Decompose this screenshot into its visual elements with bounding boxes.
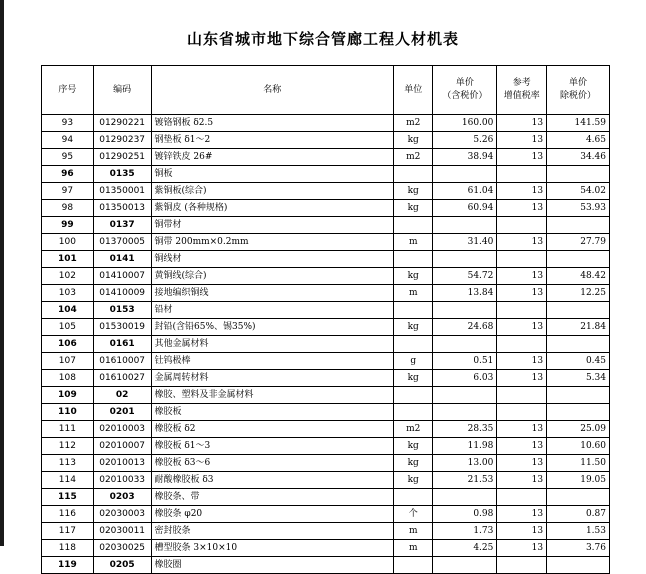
cell-vat: 13	[497, 438, 547, 455]
cell-seq: 102	[42, 268, 94, 285]
cell-price-incl: 6.03	[433, 370, 497, 387]
cell-price-incl	[433, 387, 497, 404]
cell-unit: kg	[393, 319, 433, 336]
cell-unit: kg	[393, 370, 433, 387]
table-row	[42, 370, 610, 387]
cell-price-excl: 0.45	[547, 353, 610, 370]
cell-seq: 94	[42, 132, 94, 149]
cell-vat: 13	[497, 115, 547, 132]
cell-seq: 113	[42, 455, 94, 472]
cell-unit	[393, 302, 433, 319]
cell-seq: 118	[42, 540, 94, 557]
table-header-row	[42, 66, 610, 115]
cell-price-incl	[433, 404, 497, 421]
table-group-row	[42, 302, 610, 319]
cell-code: 0137	[93, 217, 151, 234]
cell-name: 其他金属材料	[151, 336, 393, 353]
table-group-row	[42, 557, 610, 574]
cell-code: 0201	[93, 404, 151, 421]
table-row	[42, 115, 610, 132]
cell-vat: 13	[497, 132, 547, 149]
cell-unit	[393, 217, 433, 234]
cell-code: 01610027	[93, 370, 151, 387]
cell-name: 铜带材	[151, 217, 393, 234]
header-name: 名称	[151, 66, 393, 115]
page-edge	[0, 0, 4, 546]
cell-code: 0203	[93, 489, 151, 506]
cell-code: 02030003	[93, 506, 151, 523]
cell-name: 铜板	[151, 166, 393, 183]
cell-seq: 105	[42, 319, 94, 336]
cell-price-excl	[547, 217, 610, 234]
cell-vat	[497, 302, 547, 319]
cell-price-incl: 13.00	[433, 455, 497, 472]
table-group-row	[42, 489, 610, 506]
cell-vat: 13	[497, 506, 547, 523]
cell-vat: 13	[497, 472, 547, 489]
cell-seq: 110	[42, 404, 94, 421]
cell-price-incl	[433, 251, 497, 268]
cell-price-incl: 54.72	[433, 268, 497, 285]
cell-unit: m2	[393, 149, 433, 166]
table-row	[42, 132, 610, 149]
cell-code: 02010013	[93, 455, 151, 472]
cell-seq: 115	[42, 489, 94, 506]
table-group-row	[42, 404, 610, 421]
cell-price-excl: 10.60	[547, 438, 610, 455]
cell-name: 镀铬钢板 δ2.5	[151, 115, 393, 132]
cell-price-excl	[547, 336, 610, 353]
cell-seq: 108	[42, 370, 94, 387]
cell-name: 橡胶板 δ3～6	[151, 455, 393, 472]
cell-code: 01410007	[93, 268, 151, 285]
header-price-incl	[433, 66, 497, 115]
cell-seq: 116	[42, 506, 94, 523]
cell-vat: 13	[497, 183, 547, 200]
cell-code: 01350013	[93, 200, 151, 217]
cell-name: 紫铜板(综合)	[151, 183, 393, 200]
cell-code: 02030011	[93, 523, 151, 540]
cell-price-excl	[547, 489, 610, 506]
cell-unit: kg	[393, 438, 433, 455]
cell-name: 镀锌铁皮 26#	[151, 149, 393, 166]
cell-code: 01290221	[93, 115, 151, 132]
cell-code: 01370005	[93, 234, 151, 251]
cell-unit: g	[393, 353, 433, 370]
header-vat-line1: 参考	[512, 78, 531, 88]
cell-seq: 100	[42, 234, 94, 251]
cell-code: 0205	[93, 557, 151, 574]
table-row	[42, 149, 610, 166]
cell-price-incl: 13.84	[433, 285, 497, 302]
cell-code: 02030025	[93, 540, 151, 557]
cell-unit: m2	[393, 421, 433, 438]
cell-vat: 13	[497, 319, 547, 336]
cell-name: 铜线材	[151, 251, 393, 268]
cell-vat	[497, 489, 547, 506]
cell-vat: 13	[497, 523, 547, 540]
header-price-excl-line1: 单价	[569, 78, 588, 88]
cell-seq: 106	[42, 336, 94, 353]
header-price-incl-line1: 单价	[455, 78, 474, 88]
document-title: 山东省城市地下综合管廊工程人材机表	[186, 30, 459, 48]
cell-price-incl: 31.40	[433, 234, 497, 251]
cell-name: 橡胶板 δ2	[151, 421, 393, 438]
cell-code: 01410009	[93, 285, 151, 302]
cell-name: 橡胶条、带	[151, 489, 393, 506]
cell-price-excl	[547, 302, 610, 319]
cell-vat: 13	[497, 234, 547, 251]
cell-price-excl: 48.42	[547, 268, 610, 285]
table-row	[42, 183, 610, 200]
cell-code: 01610007	[93, 353, 151, 370]
table-group-row	[42, 336, 610, 353]
table-row	[42, 523, 610, 540]
cell-price-incl	[433, 217, 497, 234]
cell-price-excl: 34.46	[547, 149, 610, 166]
cell-seq: 103	[42, 285, 94, 302]
cell-price-excl: 141.59	[547, 115, 610, 132]
cell-vat	[497, 404, 547, 421]
cell-price-excl: 11.50	[547, 455, 610, 472]
cell-name: 橡胶条 φ20	[151, 506, 393, 523]
cell-name: 橡胶圈	[151, 557, 393, 574]
cell-name: 铅材	[151, 302, 393, 319]
table-group-row	[42, 387, 610, 404]
cell-seq: 109	[42, 387, 94, 404]
cell-code: 0161	[93, 336, 151, 353]
cell-vat	[497, 336, 547, 353]
cell-name: 橡胶板 δ1～3	[151, 438, 393, 455]
cell-name: 紫铜皮 (各种规格)	[151, 200, 393, 217]
cell-seq: 96	[42, 166, 94, 183]
cell-price-excl	[547, 387, 610, 404]
cell-unit: kg	[393, 472, 433, 489]
cell-price-incl: 160.00	[433, 115, 497, 132]
cell-price-excl	[547, 166, 610, 183]
cell-unit: m2	[393, 115, 433, 132]
cell-vat	[497, 217, 547, 234]
cell-unit: kg	[393, 132, 433, 149]
cell-price-incl	[433, 489, 497, 506]
cell-price-excl: 19.05	[547, 472, 610, 489]
cell-price-incl: 11.98	[433, 438, 497, 455]
header-code: 编码	[93, 66, 151, 115]
header-vat-line2: 增值税率	[503, 91, 540, 101]
cell-vat: 13	[497, 200, 547, 217]
cell-code: 0135	[93, 166, 151, 183]
table-row	[42, 200, 610, 217]
cell-vat: 13	[497, 285, 547, 302]
cell-seq: 114	[42, 472, 94, 489]
cell-price-incl: 61.04	[433, 183, 497, 200]
materials-table	[41, 65, 610, 574]
cell-vat: 13	[497, 455, 547, 472]
cell-seq: 117	[42, 523, 94, 540]
table-row	[42, 472, 610, 489]
cell-unit	[393, 404, 433, 421]
cell-name: 黄铜线(综合)	[151, 268, 393, 285]
cell-price-incl: 60.94	[433, 200, 497, 217]
header-price-incl-line2: （含税价）	[442, 91, 488, 101]
cell-seq: 99	[42, 217, 94, 234]
cell-name: 封铅(含铅65%、锡35%)	[151, 319, 393, 336]
cell-price-incl	[433, 557, 497, 574]
table-body	[42, 115, 610, 574]
cell-price-incl: 1.73	[433, 523, 497, 540]
cell-vat: 13	[497, 353, 547, 370]
cell-vat: 13	[497, 370, 547, 387]
cell-name: 耐酸橡胶板 δ3	[151, 472, 393, 489]
cell-unit: 个	[393, 506, 433, 523]
cell-vat: 13	[497, 421, 547, 438]
cell-name: 金属周转材料	[151, 370, 393, 387]
cell-code: 02010003	[93, 421, 151, 438]
table-group-row	[42, 251, 610, 268]
cell-price-incl: 24.68	[433, 319, 497, 336]
cell-code: 01290237	[93, 132, 151, 149]
cell-price-incl	[433, 302, 497, 319]
cell-price-excl	[547, 404, 610, 421]
cell-name: 接地编织铜线	[151, 285, 393, 302]
header-vat	[497, 66, 547, 115]
table-row	[42, 438, 610, 455]
cell-price-incl: 0.98	[433, 506, 497, 523]
cell-unit: kg	[393, 455, 433, 472]
table-row	[42, 353, 610, 370]
cell-unit: m	[393, 234, 433, 251]
cell-unit: m	[393, 540, 433, 557]
cell-name: 橡胶板	[151, 404, 393, 421]
table-row	[42, 455, 610, 472]
table-group-row	[42, 166, 610, 183]
cell-code: 02	[93, 387, 151, 404]
cell-vat	[497, 251, 547, 268]
cell-price-excl: 21.84	[547, 319, 610, 336]
cell-unit	[393, 387, 433, 404]
cell-unit	[393, 336, 433, 353]
header-unit: 单位	[393, 66, 433, 115]
cell-vat: 13	[497, 268, 547, 285]
cell-seq: 111	[42, 421, 94, 438]
cell-name: 橡胶、塑料及非金属材料	[151, 387, 393, 404]
cell-unit: m	[393, 523, 433, 540]
cell-price-incl: 21.53	[433, 472, 497, 489]
cell-price-incl: 0.51	[433, 353, 497, 370]
cell-seq: 98	[42, 200, 94, 217]
cell-unit	[393, 166, 433, 183]
cell-price-excl	[547, 557, 610, 574]
cell-seq: 95	[42, 149, 94, 166]
cell-price-excl: 1.53	[547, 523, 610, 540]
cell-price-excl	[547, 251, 610, 268]
cell-code: 01530019	[93, 319, 151, 336]
cell-code: 0141	[93, 251, 151, 268]
cell-seq: 93	[42, 115, 94, 132]
cell-price-excl: 5.34	[547, 370, 610, 387]
cell-price-excl: 54.02	[547, 183, 610, 200]
cell-unit: kg	[393, 268, 433, 285]
cell-vat: 13	[497, 540, 547, 557]
table-row	[42, 319, 610, 336]
cell-price-excl: 12.25	[547, 285, 610, 302]
cell-seq: 119	[42, 557, 94, 574]
table-row	[42, 421, 610, 438]
cell-vat	[497, 387, 547, 404]
cell-vat	[497, 166, 547, 183]
cell-vat	[497, 557, 547, 574]
cell-code: 02010033	[93, 472, 151, 489]
cell-price-excl: 4.65	[547, 132, 610, 149]
cell-name: 钢垫板 δ1～2	[151, 132, 393, 149]
table-group-row	[42, 217, 610, 234]
cell-code: 01350001	[93, 183, 151, 200]
cell-unit: m	[393, 285, 433, 302]
table-row	[42, 285, 610, 302]
table-row	[42, 540, 610, 557]
header-price-excl-line2: 除税价）	[560, 91, 597, 101]
cell-price-incl: 5.26	[433, 132, 497, 149]
cell-price-excl: 25.09	[547, 421, 610, 438]
cell-price-incl: 38.94	[433, 149, 497, 166]
cell-unit	[393, 251, 433, 268]
cell-unit: kg	[393, 200, 433, 217]
cell-price-incl: 28.35	[433, 421, 497, 438]
header-seq: 序号	[42, 66, 94, 115]
cell-code: 01290251	[93, 149, 151, 166]
cell-name: 槽型胶条 3×10×10	[151, 540, 393, 557]
table-row	[42, 234, 610, 251]
cell-code: 02010007	[93, 438, 151, 455]
table-row	[42, 506, 610, 523]
cell-name: 密封胶条	[151, 523, 393, 540]
cell-unit	[393, 489, 433, 506]
cell-price-incl	[433, 166, 497, 183]
cell-vat: 13	[497, 149, 547, 166]
cell-price-excl: 27.79	[547, 234, 610, 251]
cell-unit: kg	[393, 183, 433, 200]
cell-seq: 112	[42, 438, 94, 455]
header-price-excl	[547, 66, 610, 115]
cell-seq: 97	[42, 183, 94, 200]
cell-price-excl: 0.87	[547, 506, 610, 523]
cell-price-incl	[433, 336, 497, 353]
cell-price-excl: 3.76	[547, 540, 610, 557]
cell-price-incl: 4.25	[433, 540, 497, 557]
cell-code: 0153	[93, 302, 151, 319]
cell-price-excl: 53.93	[547, 200, 610, 217]
cell-seq: 104	[42, 302, 94, 319]
table-row	[42, 268, 610, 285]
cell-name: 铜带 200mm×0.2mm	[151, 234, 393, 251]
cell-seq: 101	[42, 251, 94, 268]
cell-seq: 107	[42, 353, 94, 370]
cell-name: 钍钨极棒	[151, 353, 393, 370]
cell-unit	[393, 557, 433, 574]
